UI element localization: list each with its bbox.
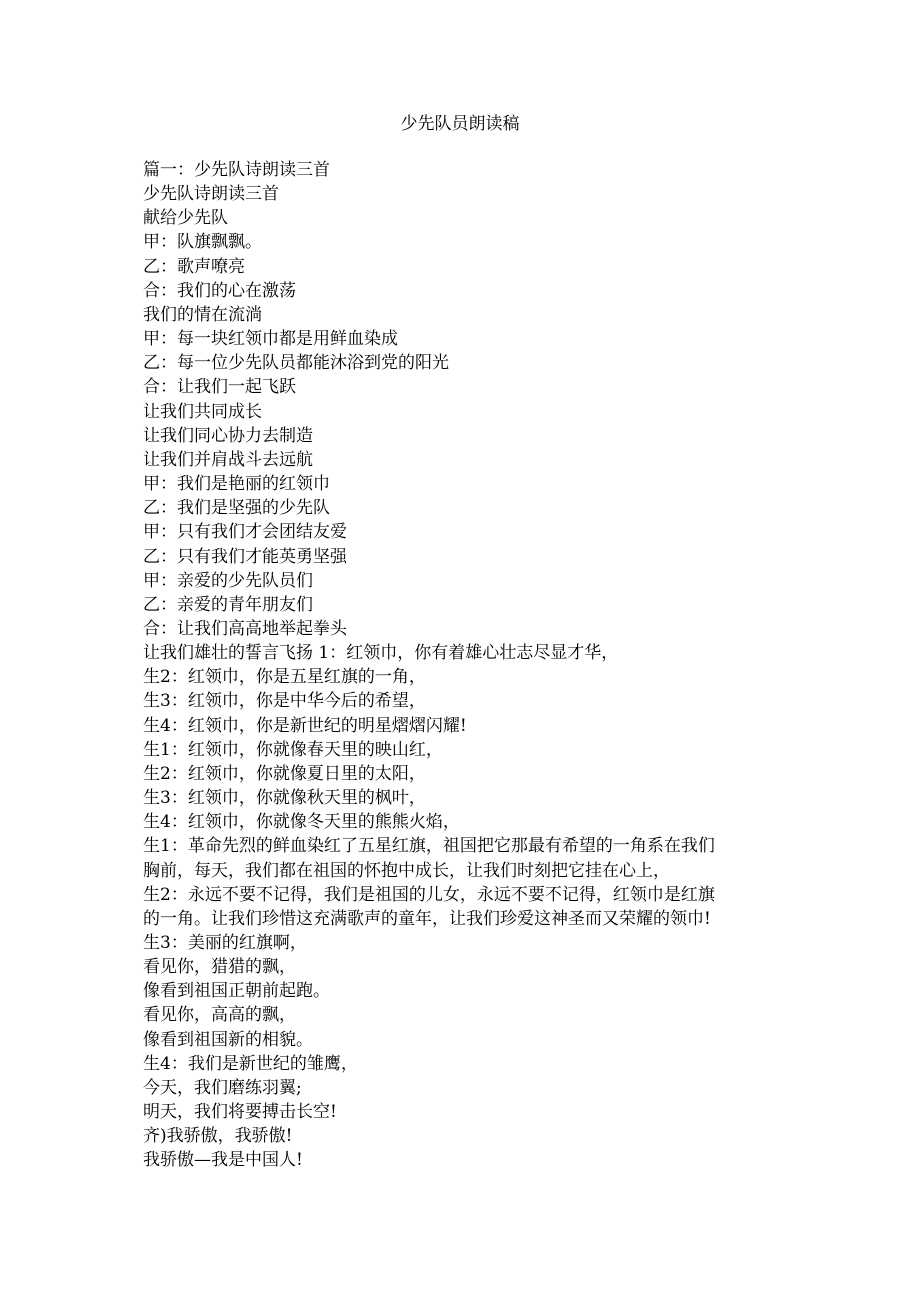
- text-line: 看见你，高高的飘，: [143, 1005, 296, 1026]
- text-line: 生1：革命先烈的鲜血染红了五星红旗，祖国把它那最有希望的一角系在我们: [143, 836, 715, 857]
- text-line: 合：让我们高高地举起拳头: [143, 618, 347, 639]
- text-line: 乙：我们是坚强的少先队: [143, 498, 330, 519]
- text-line: 献给少先队: [143, 208, 228, 229]
- text-line: 生4：我们是新世纪的雏鹰，: [143, 1053, 358, 1074]
- text-line: 看见你，猎猎的飘，: [143, 957, 296, 978]
- text-line: 像看到祖国正朝前起跑。: [143, 981, 330, 1002]
- document-body: [143, 158, 773, 1173]
- text-line: 甲：我们是艳丽的红领巾: [143, 474, 330, 495]
- text-line: 乙：歌声嘹亮: [143, 256, 245, 277]
- text-line: 我骄傲—我是中国人!: [143, 1150, 303, 1171]
- text-line: 生2：红领巾，你是五星红旗的一角，: [143, 667, 426, 688]
- text-line: 让我们共同成长: [143, 401, 262, 422]
- text-line: 生4：红领巾，你就像冬天里的熊熊火焰，: [143, 812, 460, 833]
- text-line: 明天，我们将要搏击长空!: [143, 1102, 337, 1123]
- text-line: 生3：红领巾，你就像秋天里的枫叶，: [143, 788, 426, 809]
- text-line: 齐)我骄傲，我骄傲!: [143, 1126, 293, 1147]
- text-line: 让我们并肩战斗去远航: [143, 449, 313, 470]
- text-line: 甲：每一块红领巾都是用鲜血染成: [143, 329, 398, 350]
- text-line: 生3：红领巾，你是中华今后的希望，: [143, 691, 426, 712]
- text-line: 生1：红领巾，你就像春天里的映山红，: [143, 739, 443, 760]
- text-line: 生3：美丽的红旗啊，: [143, 933, 307, 953]
- text-line: 的一角。让我们珍惜这充满歌声的童年，让我们珍爱这神圣而又荣耀的领巾!: [143, 908, 711, 929]
- text-line: 合：让我们一起飞跃: [143, 377, 296, 398]
- text-line: 今天，我们磨练羽翼;: [143, 1077, 302, 1098]
- text-line: 像看到祖国新的相貌。: [143, 1029, 313, 1050]
- text-line: 生4：红领巾，你是新世纪的明星熠熠闪耀!: [143, 715, 467, 736]
- text-line: 甲：只有我们才会团结友爱: [143, 522, 347, 543]
- document-title: 少先队员朗读稿: [400, 114, 520, 134]
- text-line: 乙：亲爱的青年朋友们: [143, 594, 313, 615]
- text-line: 甲：亲爱的少先队员们: [143, 570, 313, 591]
- text-line: 让我们同心协力去制造: [143, 425, 313, 446]
- text-line: 甲：队旗飘飘。: [143, 232, 262, 253]
- text-line: 篇一：少先队诗朗读三首: [143, 160, 330, 180]
- text-line: 生2：红领巾，你就像夏日里的太阳，: [143, 763, 426, 784]
- text-line: 胸前，每天，我们都在祖国的怀抱中成长，让我们时刻把它挂在心上，: [143, 860, 670, 881]
- text-line: 我们的情在流淌: [143, 304, 262, 325]
- text-line: 少先队诗朗读三首: [143, 184, 279, 205]
- text-line: 生2：永远不要不记得，我们是祖国的儿女，永远不要不记得，红领巾是红旗: [143, 884, 715, 905]
- text-line: 让我们雄壮的誓言飞扬 1：红领巾，你有着雄心壮志尽显才华，: [143, 643, 619, 664]
- text-line: 乙：每一位少先队员都能沐浴到党的阳光: [143, 353, 449, 374]
- text-line: 乙：只有我们才能英勇坚强: [143, 546, 347, 567]
- text-line: 合：我们的心在激荡: [143, 280, 296, 301]
